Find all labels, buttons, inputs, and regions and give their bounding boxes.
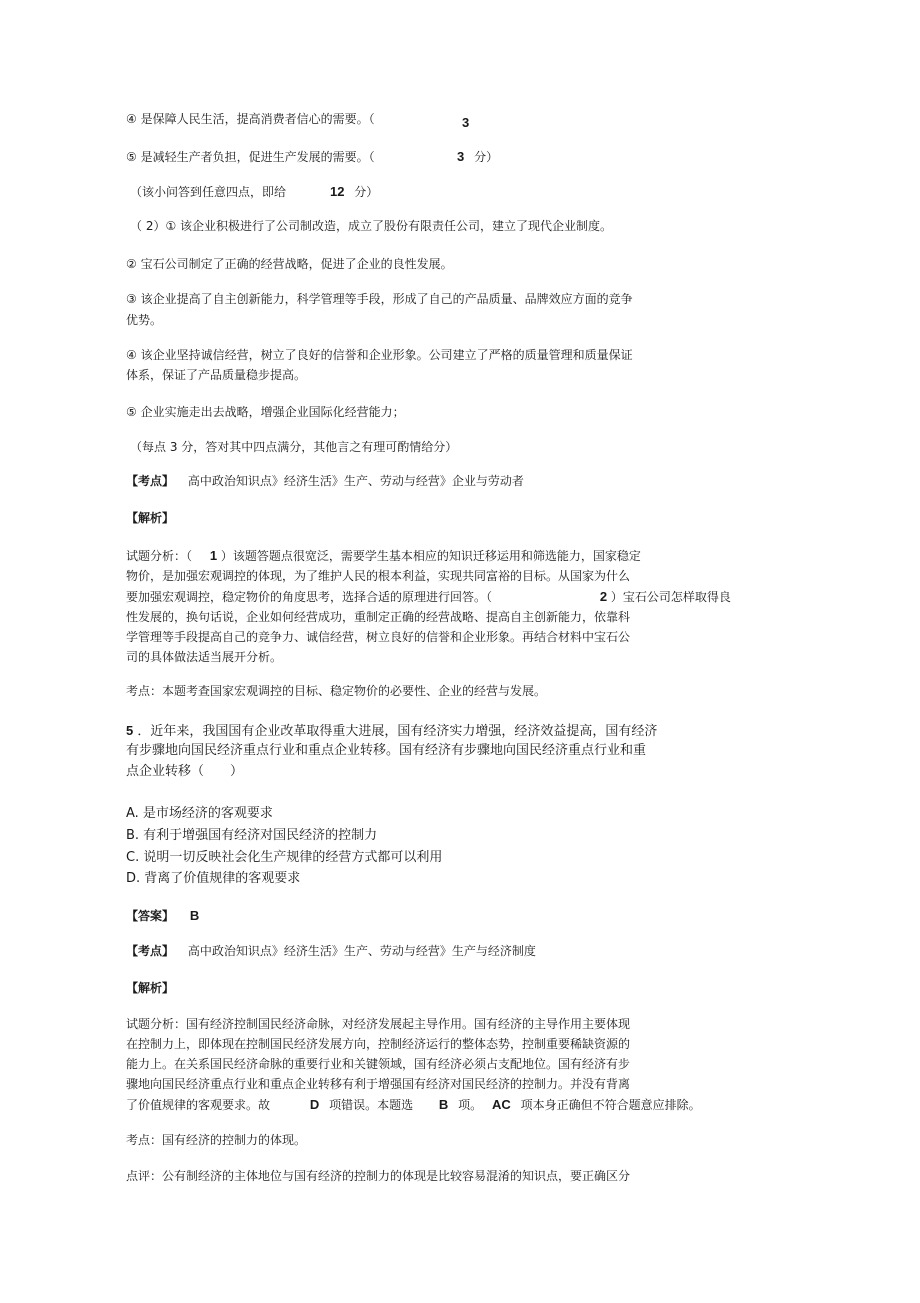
- answer-2-point-3-line1: ③ 该企业提高了自主创新能力，科学管理等手段，形成了自己的产品质量、品牌效应方面的竞争: [126, 292, 633, 306]
- q5-kaodian-summary: 考点：国有经济的控制力的体现。: [126, 1133, 307, 1147]
- analysis-line-6: 司的具体做法适当展开分析。: [126, 650, 283, 664]
- answer-2-point-4-line1: ④ 该企业坚持诚信经营，树立了良好的信誉和企业形象。公司建立了严格的质量管理和质量保证: [126, 348, 633, 362]
- kaodian-label: 【考点】: [126, 474, 175, 488]
- sub-total-note: [130, 185, 286, 199]
- q5-analysis-line-4: 骤地向国民经济重点行业和重点企业转移有利于增强国有经济对国民经济的控制力。并没有背离: [126, 1077, 631, 1091]
- analysis-line-1: [126, 549, 641, 563]
- option-c: C. 说明一切反映社会化生产规律的经营方式都可以利用: [126, 850, 443, 865]
- q5-analysis-line-3: 能力上。在关系国民经济命脉的重要行业和关键领域，国有经济必须占支配地位。国有经济有步: [126, 1057, 631, 1071]
- answer-value: B: [189, 908, 200, 923]
- analysis-text: 了价值规律的客观要求。故: [126, 1098, 271, 1112]
- answer-2-point-1: （ 2）① 该企业积极进行了公司制改造，成立了股份有限责任公司，建立了现代企业制度。: [130, 219, 613, 233]
- score-number: 3: [457, 149, 465, 164]
- answer-line: [126, 909, 199, 923]
- option-b: B. 有利于增强国有经济对国民经济的控制力: [126, 828, 378, 843]
- analysis-text: 项本身正确但不符合题意应排除。: [520, 1098, 701, 1112]
- jiexi-label-q5: 【解析】: [126, 981, 175, 995]
- option-d: D. 背离了价值规律的客观要求: [126, 871, 301, 886]
- scoring-note: （每点 3 分，答对其中四点满分，其他言之有理可酌情给分）: [130, 440, 458, 454]
- score-unit: 分）: [474, 150, 499, 164]
- kaodian-line: [126, 474, 524, 488]
- answer-label: 【答案】: [126, 909, 175, 923]
- answer-point-4-text: ④ 是保障人民生活，提高消费者信心的需要。（: [126, 112, 375, 126]
- analysis-line-5: 学管理等手段提高自己的竞争力、诚信经营，树立良好的信誉和企业形象。再结合材料中宝石公: [126, 630, 631, 644]
- score-number: 12: [330, 184, 345, 199]
- kaodian-text: 高中政治知识点》经济生活》生产、劳动与经营》生产与经济制度: [187, 944, 536, 958]
- question-5-line3: 点企业转移（ ）: [126, 764, 244, 779]
- analysis-text: 项。: [458, 1098, 483, 1112]
- analysis-text: ）该题答题点很宽泛，需要学生基本相应的知识迁移运用和筛选能力，国家稳定: [220, 549, 641, 563]
- question-5-line1: [126, 724, 657, 739]
- answer-point-4: [126, 112, 375, 126]
- answer-point-5-score: [457, 150, 498, 164]
- analysis-option: D: [309, 1097, 320, 1112]
- answer-2-point-4-line2: 体系，保证了产品质量稳步提高。: [126, 368, 307, 382]
- sub-total-score: [330, 185, 378, 199]
- option-a: A. 是市场经济的客观要求: [126, 806, 273, 821]
- q5-analysis-line-2: 在控制力上，即体现在控制国民经济发展方向，控制经济运行的整体态势，控制重要稀缺资源的: [126, 1037, 631, 1051]
- answer-point-5: [126, 150, 375, 164]
- answer-point-5-text: ⑤ 是减轻生产者负担，促进生产发展的需要。（: [126, 150, 375, 164]
- analysis-text: 项错误。本题选: [329, 1098, 414, 1112]
- analysis-text: ）宝石公司怎样取得良: [610, 590, 731, 604]
- kaodian-text: 高中政治知识点》经济生活》生产、劳动与经营》企业与劳动者: [187, 474, 524, 488]
- analysis-text: 试题分析：（: [126, 549, 193, 563]
- kaodian-line-q5: [126, 944, 536, 958]
- question-5-line2: 有步骤地向国民经济重点行业和重点企业转移。国有经济有步骤地向国民经济重点行业和重: [126, 743, 647, 758]
- answer-2-point-3-line2: 优势。: [126, 313, 163, 327]
- q5-analysis-line-5: [126, 1098, 701, 1112]
- kaodian-label: 【考点】: [126, 944, 175, 958]
- q5-analysis-line-1: 试题分析：国有经济控制国民经济命脉，对经济发展起主导作用。国有经济的主导作用主要体现: [126, 1017, 631, 1031]
- answer-point-4-score: 3: [462, 115, 470, 130]
- analysis-line-2: 物价，是加强宏观调控的体现，为了维护人民的根本利益，实现共同富裕的目标。从国家为什么: [126, 569, 631, 583]
- analysis-line-4: 性发展的，换句话说，企业如何经营成功，重制定正确的经营战略、提高自主创新能力，依靠科: [126, 610, 631, 624]
- analysis-number: 1: [209, 548, 218, 563]
- answer-2-point-5: ⑤ 企业实施走出去战略，增强企业国际化经营能力；: [126, 405, 405, 419]
- question-text: ．近年来，我国国有企业改革取得重大进展，国有经济实力增强，经济效益提高，国有经济: [137, 724, 658, 739]
- analysis-option: AC: [491, 1097, 511, 1112]
- analysis-line-3: [126, 590, 731, 604]
- analysis-number: 2: [599, 589, 608, 604]
- answer-2-point-2: ② 宝石公司制定了正确的经营战略，促进了企业的良性发展。: [126, 257, 453, 271]
- kaodian-summary: 考点：本题考查国家宏观调控的目标、稳定物价的必要性、企业的经营与发展。: [126, 684, 547, 698]
- analysis-option: B: [438, 1097, 449, 1112]
- score-unit: 分）: [354, 185, 379, 199]
- jiexi-label: 【解析】: [126, 511, 175, 525]
- question-number: 5: [126, 723, 134, 738]
- q5-comment: 点评：公有制经济的主体地位与国有经济的控制力的体现是比较容易混淆的知识点，要正确区分: [126, 1169, 631, 1183]
- sub-total-note-text: （该小问答到任意四点，即给: [130, 185, 287, 199]
- analysis-text: 要加强宏观调控，稳定物价的角度思考，选择合适的原理进行回答。（: [126, 590, 493, 604]
